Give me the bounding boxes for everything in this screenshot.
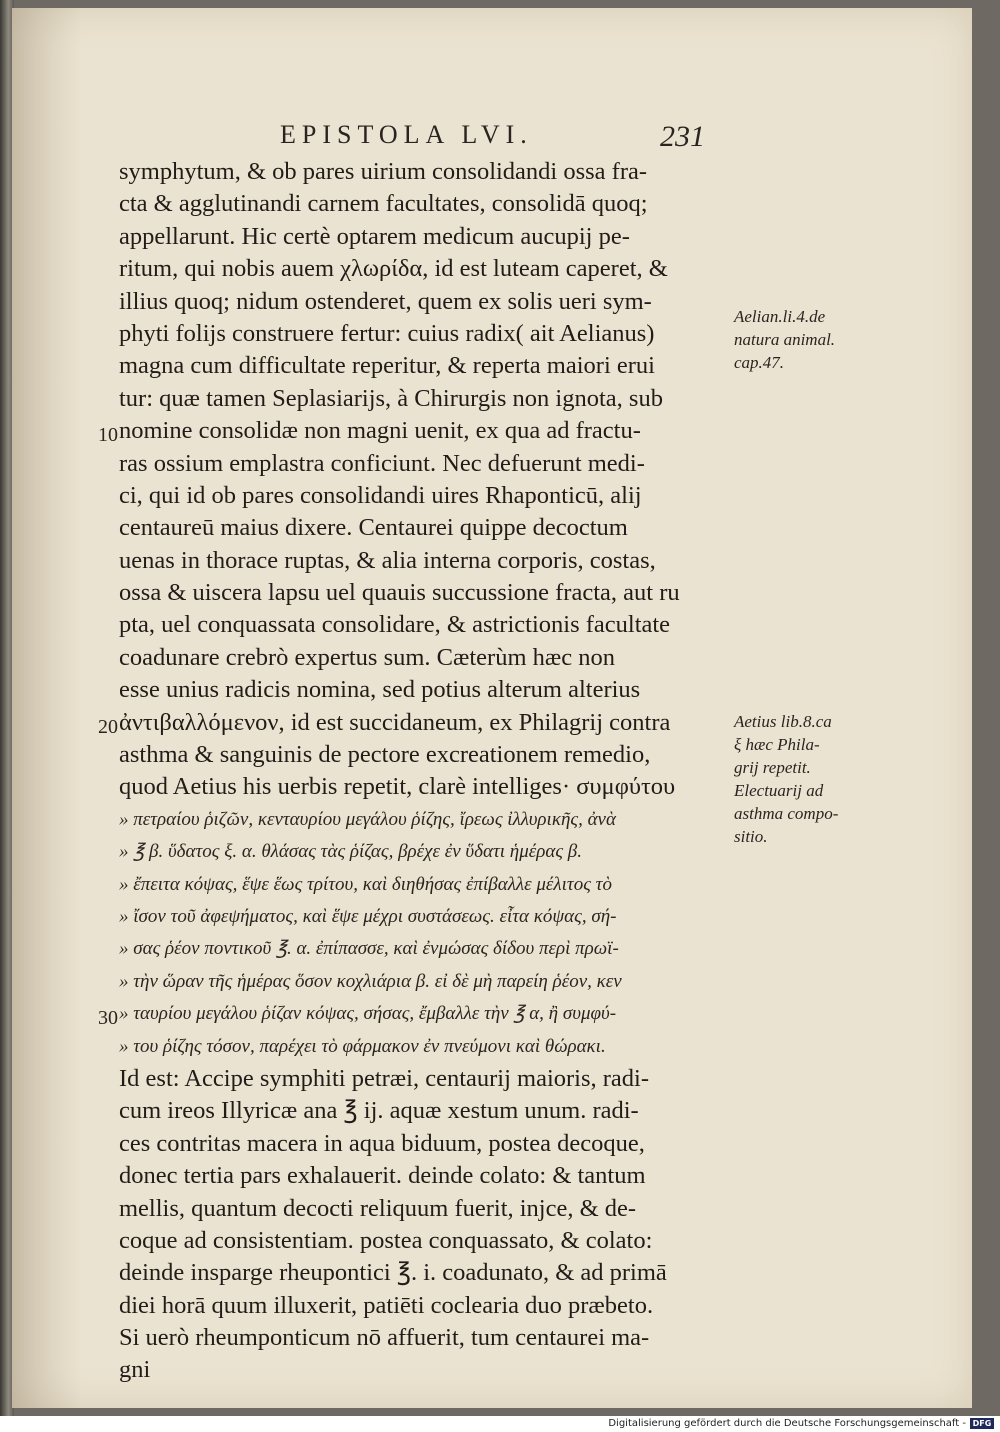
text-line: esse unius radicis nomina, sed potius alterum alterius: [119, 676, 641, 704]
greek-quote-line: » ἴσον τοῦ ἀφεψήματος, καὶ ἕψε μέχρι συστάσεως. εἶτα κόψας, σή-: [119, 905, 617, 927]
text-line: diei horā quum illuxerit, patiēti coclearia duo præbeto.: [119, 1291, 654, 1319]
funding-credit: Digitalisierung gefördert durch die Deutsche Forschungsgemeinschaft -: [608, 1418, 966, 1429]
text-line: magna cum difficultate reperitur, & reperta maiori erui: [119, 352, 655, 380]
margin-note-line: natura animal.: [734, 330, 836, 349]
margin-note-line: Electuarij ad: [734, 781, 824, 800]
greek-quote-line: » τὴν ὥραν τῆς ἡμέρας ὅσον κοχλιάρια β. εἰ δὲ μὴ παρείη ῥέον, κεν: [119, 970, 622, 992]
greek-quote-line: » ταυρίου μεγάλου ῥίζαν κόψας, σήσας, ἔμβαλλε τὴν ℥ α, ἢ συμφύ-: [119, 1003, 617, 1025]
greek-quote-line: » ἔπειτα κόψας, ἕψε ἕως τρίτου, καὶ διηθήσας ἐπίβαλλε μέλιτος τὸ: [119, 873, 612, 895]
dfg-logo: DFG: [970, 1418, 994, 1429]
text-line: asthma & sanguinis de pectore excreationem remedio,: [119, 741, 651, 769]
margin-note-line: Aelian.li.4.de: [734, 307, 826, 326]
text-line: coadunare crebrò expertus sum. Cæterùm hæc non: [119, 643, 615, 671]
text-line: cta & agglutinandi carnem facultates, consolidā quoq;: [119, 190, 648, 218]
text-line: quod Aetius his uerbis repetit, clarè intelliges· συμφύτου: [119, 773, 676, 801]
text-line: pta, uel conquassata consolidare, & astrictionis facultate: [119, 611, 671, 639]
text-line: ces contritas macera in aqua biduum, postea decoque,: [119, 1129, 645, 1157]
greek-quote-line: » ℥ β. ὕδατος ξ. α. θλάσας τὰς ῥίζας, βρέχε ἐν ὕδατι ἡμέρας β.: [119, 841, 582, 863]
text-line: Si uerò rheumponticum nō affuerit, tum centaurei ma-: [119, 1324, 650, 1352]
greek-quote-line: » σας ῥέον ποντικοῦ ℥. α. ἐπίπασσε, καὶ ἐνμώσας δίδου περὶ πρωϊ-: [119, 938, 619, 960]
line-number-20: 20: [98, 716, 118, 738]
text-line: mellis, quantum decocti reliquum fuerit, injce, & de-: [119, 1194, 637, 1222]
text-line: ras ossium emplastra conficiunt. Nec defuerunt medi-: [119, 449, 645, 477]
running-head: EPISTOLA LVI.: [280, 120, 533, 149]
greek-quote-line: » του ῥίζης τόσον, παρέχει τὸ φάρμακον ἐν πνεύμονι καὶ θώρακι.: [119, 1035, 606, 1057]
text-line: symphytum, & ob pares uirium consolidandi ossa fra-: [119, 158, 648, 185]
text-line: donec tertia pars exhalauerit. deinde colato: & tantum: [119, 1162, 646, 1190]
text-line: ossa & uiscera lapsu uel quauis succussione fracta, aut ru: [119, 579, 680, 607]
text-line: phyti folijs construere fertur: cuius radix( ait Aelianus): [119, 319, 655, 347]
text-line: ἀντιβαλλόμενον, id est succidaneum, ex Philagrij contra: [119, 708, 671, 736]
line-number-30: 30: [98, 1007, 118, 1029]
text-line: ritum, qui nobis auem χλωρίδα, id est luteam caperet, &: [119, 255, 668, 283]
text-line: nomine consolidæ non magni uenit, ex qua ad fractu-: [119, 417, 641, 445]
line-number-10: 10: [98, 424, 118, 446]
greek-quote-line: » πετραίου ῥιζῶν, κενταυρίου μεγάλου ῥίζης, ἴρεως ἰλλυρικῆς, ἀνὰ: [119, 808, 616, 830]
text-line: appellarunt. Hic certè optarem medicum aucupij pe-: [119, 222, 630, 250]
margin-note-line: Aetius lib.8.ca: [734, 712, 832, 731]
margin-note-line: cap.47.: [734, 353, 785, 372]
page-header: [12, 120, 972, 160]
book-page: [12, 8, 972, 1408]
margin-note-line: asthma compo-: [734, 804, 839, 823]
text-line: gni: [119, 1356, 151, 1384]
main-text-block: [119, 156, 739, 1387]
text-line: coque ad consistentiam. postea conquassato, & colato:: [119, 1226, 653, 1254]
text-line: ci, qui id ob pares consolidandi uires Rhaponticū, alij: [119, 481, 642, 509]
text-line: deinde insparge rheupontici ℥. i. coadunato, & ad primā: [119, 1259, 667, 1287]
text-line: Id est: Accipe symphiti petræi, centaurij maioris, radi-: [119, 1064, 650, 1092]
page-number: 231: [660, 120, 705, 153]
margin-note-aelian: [734, 305, 864, 374]
margin-note-line: grij repetit.: [734, 758, 811, 777]
margin-note-line: ξ hæc Phila-: [734, 735, 820, 754]
text-line: illius quoq; nidum ostenderet, quem ex solis ueri sym-: [119, 287, 652, 315]
digitization-footer: [0, 1416, 1000, 1432]
text-line: cum ireos Illyricæ ana ℥ ij. aquæ xestum unum. radi-: [119, 1097, 639, 1125]
text-line: tur: quæ tamen Seplasiarijs, à Chirurgis non ignota, sub: [119, 384, 663, 412]
margin-note-line: sitio.: [734, 827, 768, 846]
text-line: centaureū maius dixere. Centaurei quippe decoctum: [119, 514, 628, 542]
margin-note-aetius: [734, 710, 864, 848]
text-line: uenas in thorace ruptas, & alia interna corporis, costas,: [119, 546, 656, 574]
